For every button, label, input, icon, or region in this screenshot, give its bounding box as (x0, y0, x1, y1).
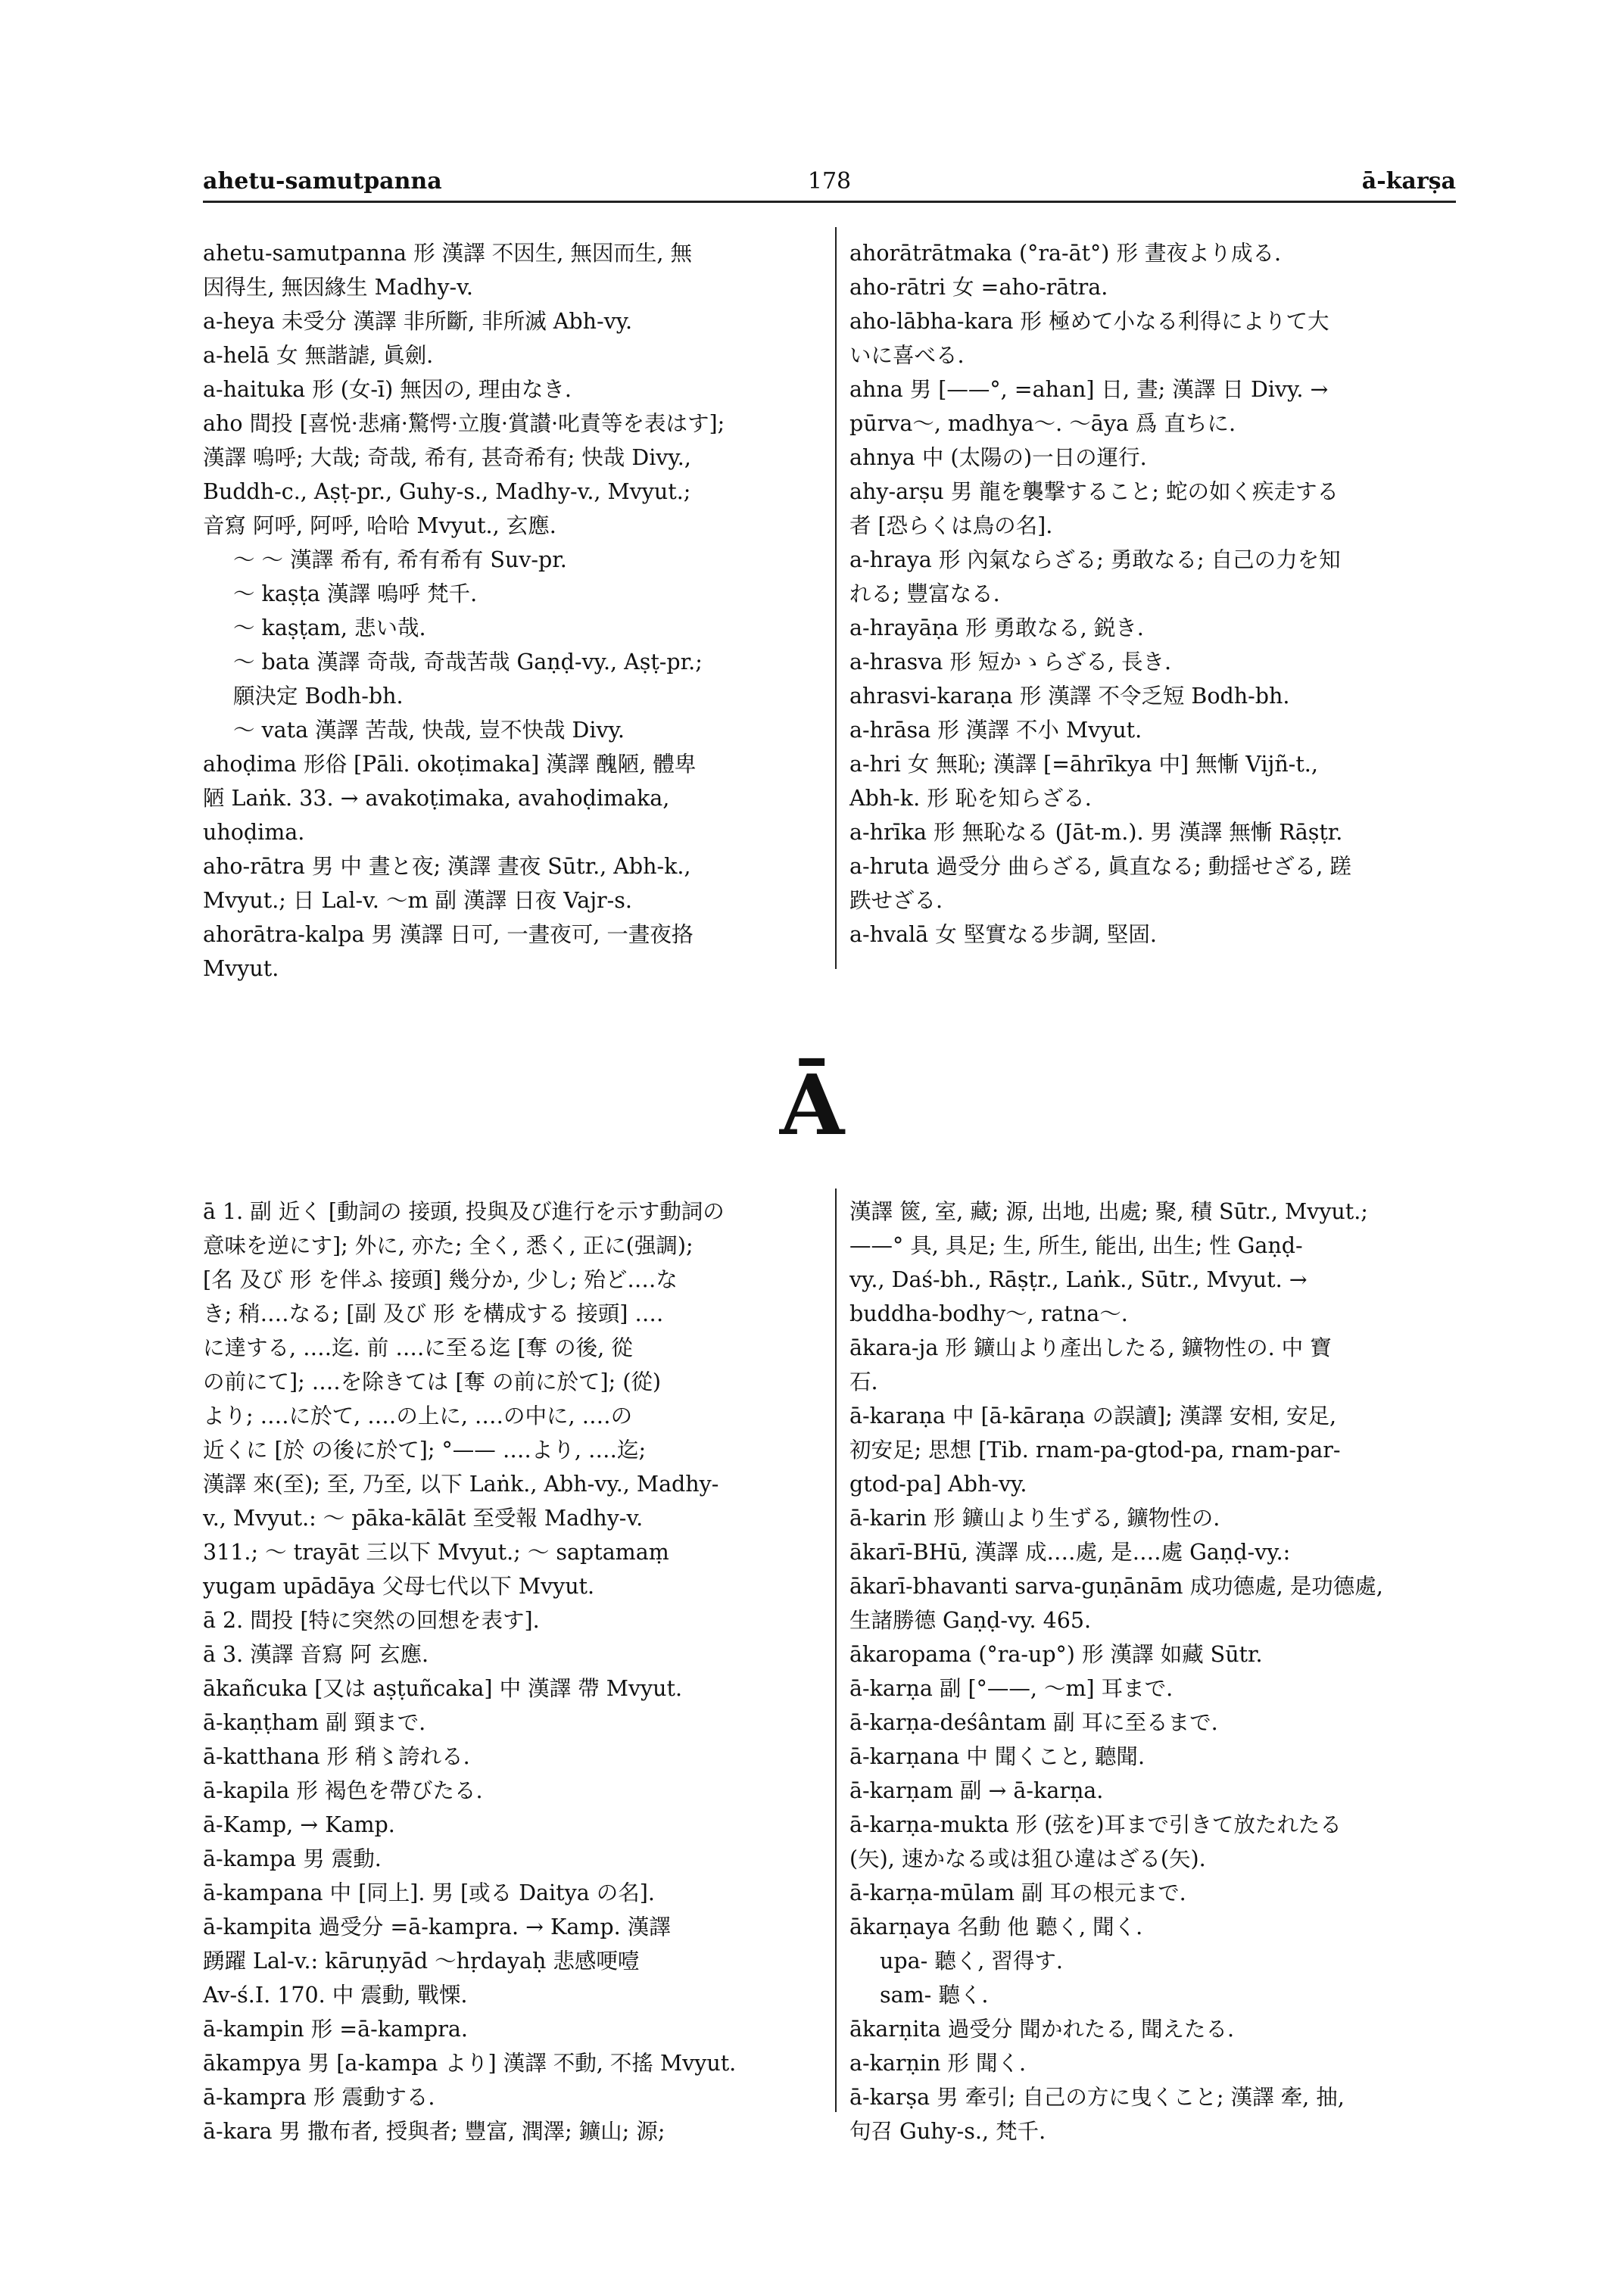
dictionary-entry: ā-karṇa-mukta 形 (弦を)耳まで引きて放たれたる (矢), 速かなる或は狙ひ違はざる(矢). (849, 1812, 1342, 1871)
dictionary-entry: ahorātra-kalpa 男 漢譯 日可, 一晝夜可, 一晝夜挌 Mvyut. (203, 922, 694, 981)
dictionary-entry: a-hraya 形 內氣ならざる; 勇敢なる; 自己の力を知 れる; 豐富なる. (849, 547, 1341, 606)
section-letter: Ā (779, 1056, 845, 1154)
dictionary-entry: ā-kampra 形 震動する. (203, 2085, 435, 2110)
dictionary-entry: ākarī-BHū, 漢譯 成‥‥處, 是‥‥處 Gaṇḍ-vy.: ākarī-bhavanti sarva-guṇānām 成功德處, 是功德處, 生諸勝德 Gaṇḍ-vy. 465. (849, 1540, 1383, 1633)
dictionary-entry: ākara-ja 形 鑛山より產出したる, 鑛物性の. 中 寶 石. (849, 1335, 1332, 1394)
dictionary-entry: ā-kampita 過受分 =ā-kampra. → Kamp. 漢譯 踴躍 Lal-v.: kāruṇyād 〜hṛdayaḥ 悲感哽噎 Av-ś.I. 170. 中 震動, 戰慄. (203, 1914, 671, 2008)
dictionary-entry: ākaropama (°ra-up°) 形 漢譯 如藏 Sūtr. (849, 1642, 1263, 1667)
dictionary-entry: a-hrīka 形 無恥なる (Jāt-m.). 男 漢譯 無慚 Rāṣṭr. (849, 820, 1343, 845)
dictionary-subentry: sam- 聽く. (880, 1983, 989, 2008)
dictionary-entry: aho 間投 [喜悦·悲痛·驚愕·立腹·賞讃·叱責等を表はす]; 漢譯 嗚呼; 大哉; 奇哉, 希有, 甚奇希有; 快哉 Divy., Buddh-c., Aṣṭ-pr., Guhy-s., Madhy-v., Mvyut.; 音寫 阿呼, 阿呼, 哈哈 Mvyut., 玄應. (203, 411, 725, 538)
upper-right-column (849, 236, 1464, 952)
dictionary-entry: ahna 男 [——°, =ahan] 日, 晝; 漢譯 日 Divy. → pūrva〜, madhya〜. 〜āya 爲 直ちに. (849, 377, 1329, 436)
dictionary-entry: ā-kaṇṭham 副 頸まで. (203, 1710, 426, 1735)
dictionary-entry: a-hrāsa 形 漢譯 不小 Mvyut. (849, 718, 1142, 743)
dictionary-entry: ā-kampa 男 震動. (203, 1846, 382, 1871)
dictionary-entry: ākañcuka [又は aṣṭuñcaka] 中 漢譯 帶 Mvyut. (203, 1676, 683, 1701)
dictionary-entry: ā 3. 漢譯 音寫 阿 玄應. (203, 1642, 429, 1667)
dictionary-entry: ā-karṇa-deśântam 副 耳に至るまで. (849, 1710, 1218, 1735)
dictionary-entry: ahrasvi-karaṇa 形 漢譯 不令乏短 Bodh-bh. (849, 684, 1290, 709)
dictionary-entry: ā-katthana 形 稍〻誇れる. (203, 1744, 470, 1769)
header-left-guideword: ahetu-samutpanna (203, 168, 442, 195)
dictionary-entry: a-hrayāṇa 形 勇敢なる, 鋭き. (849, 615, 1144, 640)
dictionary-entry: a-haituka 形 (女-ī) 無因の, 理由なき. (203, 377, 572, 402)
lower-left-column (203, 1195, 824, 2148)
dictionary-entry: ahy-arṣu 男 龍を襲撃すること; 蛇の如く疾走する 者 [恐らくは鳥の名]. (849, 479, 1339, 538)
column-divider (835, 227, 837, 969)
dictionary-entry: a-hrasva 形 短かゝらざる, 長き. (849, 650, 1172, 675)
column-divider (835, 1189, 837, 2112)
dictionary-entry: ā-kampin 形 =ā-kampra. (203, 2017, 468, 2042)
dictionary-subentry: upa- 聽く, 習得す. (880, 1949, 1063, 1974)
dictionary-entry: ā-karṣa 男 牽引; 自己の方に曳くこと; 漢譯 牽, 抽, 句召 Guhy-s., 梵千. (849, 2085, 1345, 2144)
dictionary-entry: ā-kara 男 撒布者, 授與者; 豐富, 潤澤; 鑛山; 源; (203, 2119, 665, 2144)
dictionary-entry: ā 1. 副 近く [動詞の 接頭, 投與及び進行を示す動詞の 意味を逆にす]; 外に, 亦た; 全く, 悉く, 正に(强調); [名 及び 形 を伴ふ 接頭] 幾分か, 少し; 殆ど‥‥な き; 稍‥‥なる; [副 及び 形 を構成する 接頭] ‥‥ に達する, ‥‥迄. 前 ‥‥に至る迄 [奪 の後, 從 の前にて]; ‥‥を除きては [奪 の前に於て]; (從) より; ‥‥に於て, ‥‥の上に, ‥‥の中に, ‥‥の 近くに [於 の後に於て]; °—— ‥‥より, ‥‥迄; 漢譯 來(至); 至, 乃至, 以下 Laṅk., Abh-vy., Madhy- v., Mvyut.: 〜 pāka-kālāt 至受報 Madhy-v. 311.; 〜 trayāt 三以下 Mvyut.; 〜 saptamaṃ yugam upādāya 父母七代以下 Mvyut. (203, 1199, 725, 1599)
dictionary-entry: ā-karṇa 副 [°——, 〜m] 耳まで. (849, 1676, 1174, 1701)
dictionary-entry: ākampya 男 [a-kampa より] 漢譯 不動, 不搖 Mvyut. (203, 2051, 737, 2076)
dictionary-entry: a-hri 女 無恥; 漢譯 [=āhrīkya 中] 無慚 Vijñ-t., Abh-k. 形 恥を知らざる. (849, 752, 1318, 811)
dictionary-subentry: 〜 vata 漢譯 苦哉, 快哉, 豈不快哉 Divy. (233, 718, 625, 743)
dictionary-entry: ahorātrātmaka (°ra-āt°) 形 晝夜より成る. (849, 241, 1282, 266)
dictionary-entry: ā-karṇa-mūlam 副 耳の根元まで. (849, 1880, 1186, 1905)
dictionary-entry: ākarṇaya 名動 他 聽く, 聞く. (849, 1914, 1143, 1939)
dictionary-entry: ā 2. 間投 [特に突然の回想を表す]. (203, 1608, 540, 1633)
dictionary-entry: ā-kampana 中 [同上]. 男 [或る Daitya の名]. (203, 1880, 655, 1905)
dictionary-entry: ā-karaṇa 中 [ā-kāraṇa の誤讀]; 漢譯 安相, 安足, 初安足; 思想 [Tib. rnam-pa-gtod-pa, rnam-par- gtod-pa] Abh-vy. (849, 1404, 1341, 1497)
header-rule (203, 201, 1456, 203)
dictionary-entry: ā-karṇana 中 聞くこと, 聽聞. (849, 1744, 1145, 1769)
dictionary-entry: aho-lābha-kara 形 極めて小なる利得によりて大 いに喜べる. (849, 309, 1329, 368)
dictionary-subentry: 〜 kaṣṭam, 悲い哉. (233, 615, 426, 640)
dictionary-subentry: 〜 〜 漢譯 希有, 希有希有 Suv-pr. (233, 547, 567, 572)
page-number: 178 (807, 168, 852, 195)
dictionary-entry: ahetu-samutpanna 形 漢譯 不因生, 無因而生, 無 因得生, 無因緣生 Madhy-v. (203, 241, 692, 300)
lower-right-column (849, 1195, 1464, 2148)
dictionary-entry: 漢譯 篋, 室, 藏; 源, 出地, 出處; 聚, 積 Sūtr., Mvyut.; ——° 具, 具足; 生, 所生, 能出, 出生; 性 Gaṇḍ- vy., Daś-bh., Rāṣṭr., Laṅk., Sūtr., Mvyut. → buddha-bodhy〜, ratna〜. (849, 1199, 1368, 1326)
dictionary-entry: ahoḍima 形俗 [Pāli. okoṭimaka] 漢譯 醜陋, 體卑 陋 Laṅk. 33. → avakoṭimaka, avahoḍimaka, uhoḍima. (203, 752, 697, 845)
dictionary-entry: ā-kapila 形 褐色を帶びたる. (203, 1778, 483, 1803)
dictionary-entry: a-helā 女 無諧謔, 眞劍. (203, 343, 434, 368)
dictionary-entry: a-hruta 過受分 曲らざる, 眞直なる; 動揺せざる, 蹉 跌せざる. (849, 854, 1351, 913)
dictionary-entry: ahnya 中 (太陽の)一日の運行. (849, 445, 1147, 470)
dictionary-entry: aho-rātri 女 =aho-rātra. (849, 275, 1108, 300)
dictionary-entry: a-karṇin 形 聞く. (849, 2051, 1027, 2076)
dictionary-entry: ākarṇita 過受分 聞かれたる, 聞えたる. (849, 2017, 1235, 2042)
dictionary-subentry: 〜 kaṣṭa 漢譯 嗚呼 梵千. (233, 581, 478, 606)
dictionary-entry: ā-karin 形 鑛山より生ずる, 鑛物性の. (849, 1506, 1220, 1531)
upper-left-column (203, 236, 824, 986)
dictionary-entry: ā-Kamp, → Kamp. (203, 1812, 395, 1837)
dictionary-entry: a-hvalā 女 堅實なる步調, 堅固. (849, 922, 1157, 947)
dictionary-entry: aho-rātra 男 中 晝と夜; 漢譯 晝夜 Sūtr., Abh-k., Mvyut.; 日 Lal-v. 〜m 副 漢譯 日夜 Vajr-s. (203, 854, 691, 913)
header-right-guideword: ā-karṣa (1361, 168, 1456, 195)
dictionary-subentry: 〜 bata 漢譯 奇哉, 奇哉苦哉 Gaṇḍ-vy., Aṣṭ-pr.; 願決定 Bodh-bh. (233, 650, 703, 709)
dictionary-entry: ā-karṇam 副 → ā-karṇa. (849, 1778, 1104, 1803)
dictionary-entry: a-heya 未受分 漢譯 非所斷, 非所滅 Abh-vy. (203, 309, 633, 334)
